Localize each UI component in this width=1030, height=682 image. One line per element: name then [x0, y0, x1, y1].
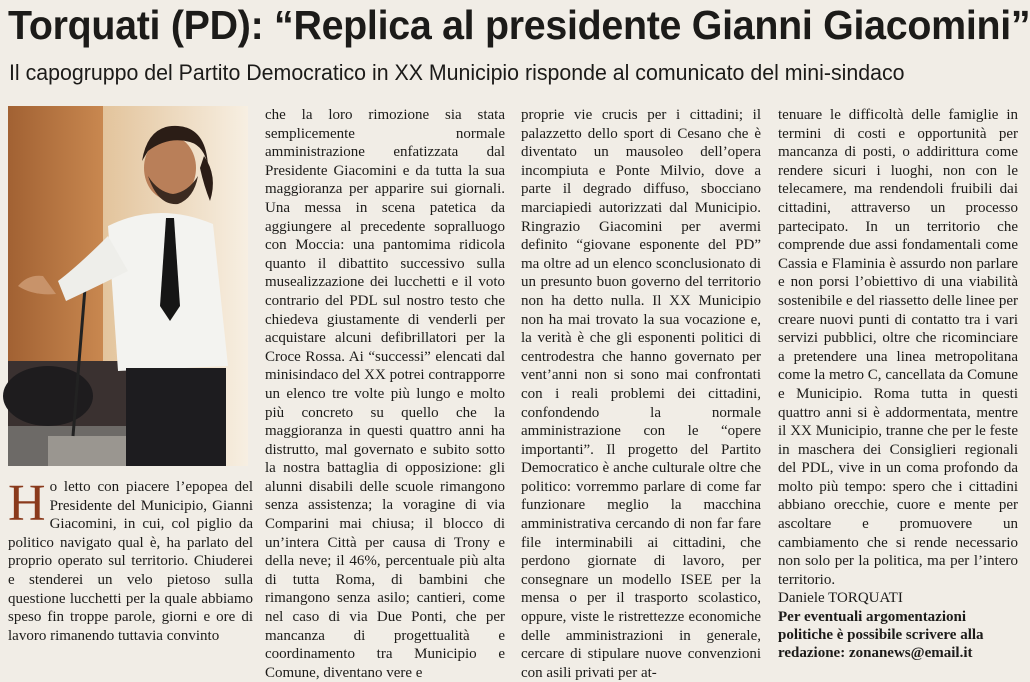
article-column-3 — [521, 106, 761, 681]
column-4-text: tenuare le difficoltà delle famiglie in termini di costi e opportunità per mancanza di posti, o addirittura come rendere sicuri i luoghi, non con le telecamere, ma rendendoli fruibili dai cittadini, attraverso un processo partecipato. In un territorio che comprende due assi fondamentali come Cassia e Flaminia è assurdo non parlare e non porsi l’obiettivo di una viabilità sostenibile e del riassetto delle linee per creare nuovi punti di contatto tra i vari servizi pubblici, oltre che ricominciare a pretendere una linea metropolitana come la metro C, cancellata da Comune e Municipio. Roma tutta in questi quattro anni si è addormentata, mentre il XX Municipio, tranne che per le feste in maschera dei Consiglieri regionali del PDL, vive in un coma profondo da molto più tempo: spero che i cittadini abbiano orecchie, cuore e mente per ascoltare e promuovere un cambiamento che si rende necessario non solo per la politica, ma per l’intero territorio. — [778, 107, 1018, 588]
drop-cap: H — [8, 475, 46, 532]
article-headline: Torquati (PD): “Replica al presidente Gianni Giacomini” — [8, 2, 1030, 48]
article-column-4 — [778, 106, 1018, 662]
speaker-photo — [8, 106, 248, 466]
column-2-text: che la loro rimozione sia stata semplicemente normale amministrazione enfatizzata dal Presidente Giacomini e da tutta la sua maggioranza per apparire sui giornali. Una messa in scena patetica da aggiungere al precedente sopralluogo con Moccia: una pantomima ridicola quanto il dibattito successivo sulla musealizzazione dei lucchetti e il voto contrario del PDL sul nostro testo che chiedeva giustamente di venderli per acquistare alcuni defibrillatori per la Croce Rossa. Ai “successi” elencati dal minisindaco del XX potrei contrapporre un elenco tre volte più lungo e molto più concreto su quello che la maggioranza in questi quattro anni ha distrutto, mal governato e subito sotto la nostra battaglia di opposizione: gli alunni disabili delle scuole rimangono senza assistenza; la voragine di via Comparini mai chiusa; il blocco di un’intera Città per causa di Trony e della neve; il 46%, percentuale più alta di tutta Roma, di bambini che rimangono senza asilo; cantieri, come nel caso di via Due Ponti, che per mancanza di progettualità e coordinamento tra Municipio e Comune, diventano vere e — [265, 107, 505, 681]
author-signature: Daniele TORQUATI — [778, 590, 903, 607]
column-1-text: o letto con piacere l’epopea del Presidente del Municipio, Gianni Giacomini, in cui, col piglio da politico navigato qual è, ha parlato del proprio operato sul territorio. Chiuderei e stenderei un velo pietoso sulla questione lucchetti per la quale abbiamo speso fin troppe parole, giorni e ore di lavoro rimanendo tuttavia convinto — [8, 479, 253, 644]
article-subheadline: Il capogruppo del Partito Democratico in XX Municipio risponde al comunicato del mini-sindaco — [9, 60, 905, 85]
editorial-contact-note: Per eventuali argomentazioni politiche è possibile scrivere alla redazione: zonanews@email.it — [778, 609, 984, 662]
column-3-text: proprie vie crucis per i cittadini; il palazzetto dello sport di Cesano che è diventato un mausoleo dell’opera incompiuta e Ponte Milvio, dove a parte il degrado diffuso, sbocciano marciapiedi autorizzati dal Municipio. Ringrazio Giacomini per avermi definito “giovane esponente del PD” ma oltre ad un elenco sconclusionato di un presunto buon governo del territorio non ha detto nulla. Il XX Municipio non ha mai trovato la sua vocazione e, la verità è che gli esponenti politici di centrodestra che hanno governato per vent’anni non si sono mai confrontati con i reali problemi dei cittadini, confondendo la normale amministrazione con le “opere importanti”. Il progetto del Partito Democratico è anche culturale oltre che politico: vorremmo parlare di come far funzionare meglio la macchina amministrativa cercando di non far fare file interminabili ai cittadini, che perdono giornate di lavoro, per consegnare un modello ISEE per la mensa o per il trasporto scolastico, oppure, viste le ristrettezze economiche delle amministrazioni in generale, cercare di stipulare nuove convenzioni con asili privati per at- — [521, 107, 761, 681]
article-column-1 — [8, 475, 253, 654]
article-column-2 — [265, 106, 505, 681]
